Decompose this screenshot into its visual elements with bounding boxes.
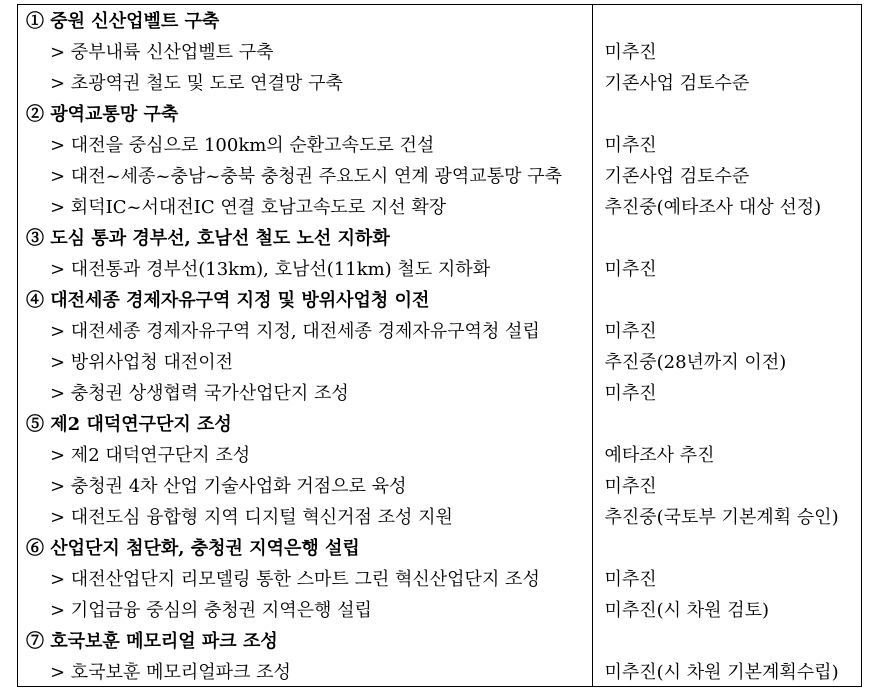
section-title: ③ 도심 통과 경부선, 호남선 철도 노선 지하화 [18,221,593,252]
item-row [18,66,862,97]
item-label: > 대전산업단지 리모델링 통한 스마트 그린 혁신산업단지 조성 [18,562,593,593]
status-cell: 미추진 [593,35,862,66]
status-cell: 미추진 [593,376,862,407]
status-cell: 미추진(시 차원 검토) [593,593,862,624]
item-label: > 대전세종 경제자유구역 지정, 대전세종 경제자유구역청 설립 [18,314,593,345]
item-label: > 제2 대덕연구단지 조성 [18,438,593,469]
item-label: > 충청권 4차 산업 기술사업화 거점으로 육성 [18,469,593,500]
item-row [18,252,862,283]
section-title: ⑤ 제2 대덕연구단지 조성 [18,407,593,438]
item-label: > 대전통과 경부선(13km), 호남선(11km) 철도 지하화 [18,252,593,283]
item-row [18,655,862,687]
status-cell [593,221,862,252]
section-row [18,283,862,314]
section-title: ④ 대전세종 경제자유구역 지정 및 방위사업청 이전 [18,283,593,314]
section-title: ⑦ 호국보훈 메모리얼 파크 조성 [18,624,593,655]
item-label: > 중부내륙 신산업벨트 구축 [18,35,593,66]
status-cell: 미추진(시 차원 기본계획수립) [593,655,862,687]
item-label: > 초광역권 철도 및 도로 연결망 구축 [18,66,593,97]
item-label: > 충청권 상생협력 국가산업단지 조성 [18,376,593,407]
section-title: ⑥ 산업단지 첨단화, 충청권 지역은행 설립 [18,531,593,562]
status-cell: 기존사업 검토수준 [593,159,862,190]
item-row [18,500,862,531]
status-cell: 미추진 [593,469,862,500]
status-cell: 미추진 [593,562,862,593]
item-row [18,35,862,66]
section-row [18,531,862,562]
item-row [18,159,862,190]
status-cell: 미추진 [593,314,862,345]
status-cell: 추진중(예타조사 대상 선정) [593,190,862,221]
item-label: > 호국보훈 메모리얼파크 조성 [18,655,593,687]
section-title: ① 중원 신산업벨트 구축 [18,5,593,36]
status-cell [593,97,862,128]
item-row [18,345,862,376]
item-label: > 기업금융 중심의 충청권 지역은행 설립 [18,593,593,624]
item-row [18,314,862,345]
item-label: > 대전을 중심으로 100km의 순환고속도로 건설 [18,128,593,159]
item-label: > 대전~세종~충남~충북 충청권 주요도시 연계 광역교통망 구축 [18,159,593,190]
section-row [18,624,862,655]
section-row [18,5,862,36]
status-cell: 추진중(국토부 기본계획 승인) [593,500,862,531]
status-cell: 미추진 [593,128,862,159]
item-row [18,128,862,159]
status-cell: 예타조사 추진 [593,438,862,469]
status-cell [593,283,862,314]
item-row [18,376,862,407]
section-row [18,97,862,128]
item-row [18,562,862,593]
status-cell [593,624,862,655]
item-label: > 방위사업청 대전이전 [18,345,593,376]
section-title: ② 광역교통망 구축 [18,97,593,128]
item-label: > 대전도심 융합형 지역 디지털 혁신거점 조성 지원 [18,500,593,531]
status-cell: 기존사업 검토수준 [593,66,862,97]
item-row [18,469,862,500]
status-cell: 추진중(28년까지 이전) [593,345,862,376]
item-row [18,190,862,221]
item-row [18,438,862,469]
status-cell: 미추진 [593,252,862,283]
item-label: > 회덕IC~서대전IC 연결 호남고속도로 지선 확장 [18,190,593,221]
section-row [18,407,862,438]
status-cell [593,5,862,36]
item-row [18,593,862,624]
pledge-status-table [17,4,862,687]
section-row [18,221,862,252]
status-cell [593,531,862,562]
status-cell [593,407,862,438]
